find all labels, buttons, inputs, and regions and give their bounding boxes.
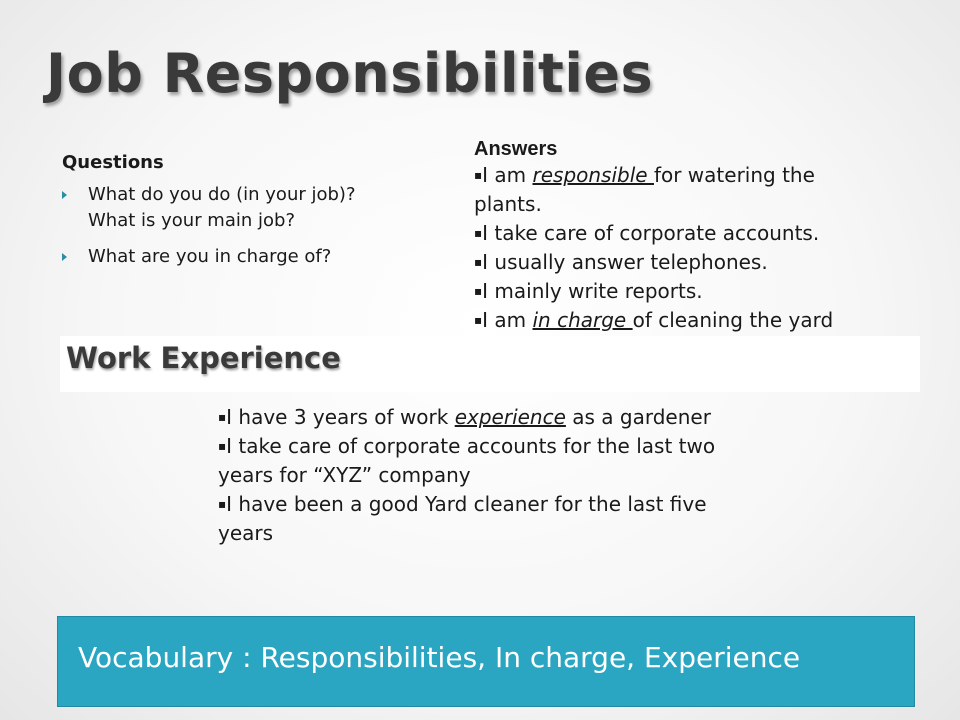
questions-heading: Questions [62,152,164,173]
experience-text: as a gardener [565,405,711,429]
answer-text: I take care of corporate accounts. [482,221,820,245]
experience-item [218,403,838,432]
experience-item [218,490,838,548]
answer-text: I am [482,308,533,332]
experience-text: I have 3 years of work [226,405,455,429]
answer-text: plants. [474,192,542,216]
vocabulary-box [57,616,915,707]
answer-text: I mainly write reports. [482,279,703,303]
work-experience-heading: Work Experience [66,341,341,375]
experience-item [218,432,838,490]
answer-text: for watering the [653,163,815,187]
vocab-word-in-charge: in charge [532,308,633,332]
square-bullet-icon: ▪ [474,284,483,298]
vocab-word-responsible: responsible [532,163,654,187]
square-bullet-icon: ▪ [218,439,227,453]
experience-text: years [218,521,274,545]
answer-item [474,161,934,219]
answer-item [474,248,934,277]
square-bullet-icon: ▪ [474,255,483,269]
answer-text: of cleaning the yard [632,308,834,332]
question-text: What are you in charge of? [88,246,332,267]
square-bullet-icon: ▪ [474,168,483,182]
answer-item [474,306,934,335]
vocabulary-text: Vocabulary : Responsibilities, In charge, Experience [78,641,801,674]
questions-section [62,150,442,280]
triangle-bullet-icon [62,253,67,261]
question-item [62,182,442,234]
answers-section [474,137,934,335]
answer-item [474,277,934,306]
question-item [62,244,442,270]
vocab-word-experience: experience [454,405,566,429]
square-bullet-icon: ▪ [474,226,483,240]
questions-list [62,182,442,270]
experience-text: years for “XYZ” company [218,463,471,487]
square-bullet-icon: ▪ [218,497,227,511]
answer-text: I usually answer telephones. [482,250,768,274]
experience-text: I have been a good Yard cleaner for the last five [226,492,707,516]
answers-heading: Answers [474,138,558,160]
work-experience-section [218,403,838,548]
experience-text: I take care of corporate accounts for the last two [226,434,716,458]
question-text: What is your main job? [88,210,295,231]
triangle-bullet-icon [62,191,67,199]
question-text: What do you do (in your job)? [88,184,356,205]
square-bullet-icon: ▪ [218,410,227,424]
square-bullet-icon: ▪ [474,313,483,327]
answer-item [474,219,934,248]
answer-text: I am [482,163,533,187]
slide-title: Job Responsibilities [46,42,654,105]
